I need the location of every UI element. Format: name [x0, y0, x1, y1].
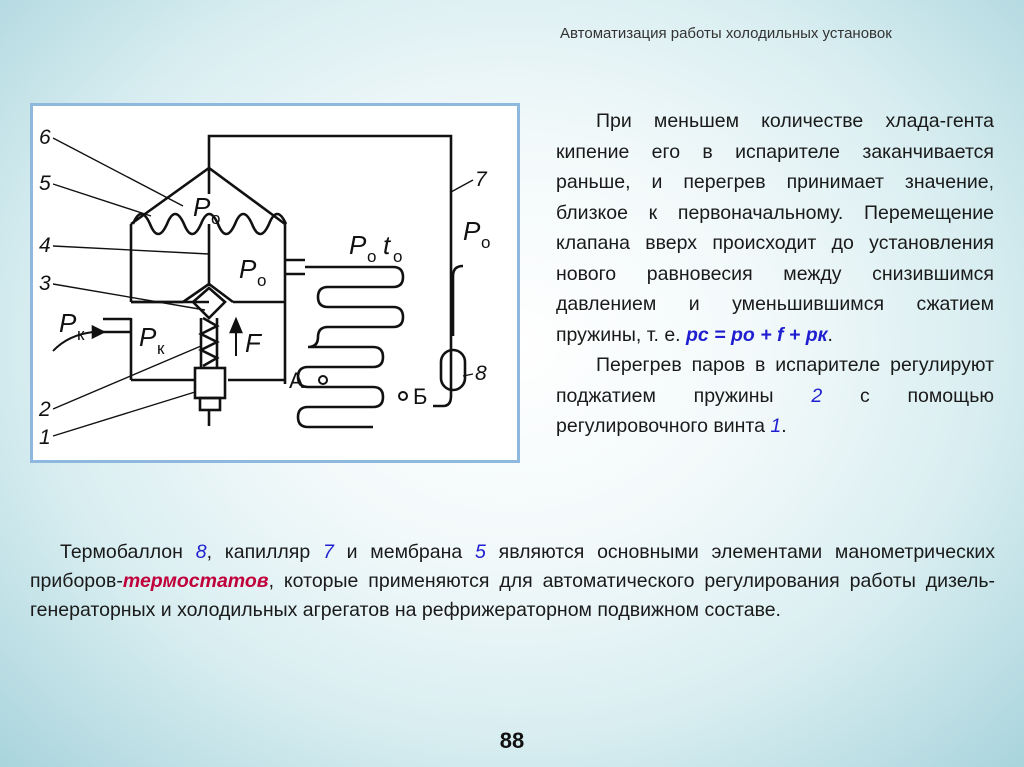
svg-text:o: o [211, 209, 221, 228]
callout-7: 7 [475, 168, 487, 191]
callout-6: 6 [39, 126, 51, 149]
callout-5: 5 [39, 172, 51, 195]
thermostat-valve-diagram [30, 103, 520, 463]
svg-text:o: o [393, 247, 403, 266]
thermo-bulb [441, 350, 465, 390]
evaporator-coil [298, 267, 403, 427]
label-pk-chamber: P [139, 322, 157, 352]
label-pk-inlet: P [59, 308, 77, 338]
callout-2: 2 [39, 398, 51, 421]
highlight-term: термостатов [122, 570, 269, 592]
label-evap-p: P [349, 230, 367, 260]
label-point-a: А [289, 368, 304, 393]
point-b-marker [399, 392, 407, 400]
page-number: 88 [499, 728, 525, 753]
callout-3: 3 [39, 272, 51, 295]
paragraph-1: При меньшем количестве хлада-гента кипение его в испарителе заканчивается раньше, и перегрев принимает значение, близкое к первоначальному. Перемещение клапана вверх происходит до установления нового равновесия между снизившимся давлением и уменьшившимся сжатием пружины, т. е. pc = po + f + pк. [556, 110, 994, 346]
svg-text:o: o [367, 247, 377, 266]
svg-text:к: к [77, 325, 85, 344]
spring [201, 318, 217, 366]
callout-1: 1 [39, 426, 51, 449]
callout-4: 4 [39, 234, 51, 257]
svg-text:o: o [257, 271, 267, 290]
callout-8: 8 [475, 362, 487, 385]
label-point-b: Б [413, 384, 428, 409]
equilibrium-formula: pc = po + f + pк [686, 323, 828, 346]
svg-text:к: к [157, 339, 165, 358]
bottom-paragraph: Термобаллон 8, капилляр 7 и мембрана 5 являются основными элементами манометрических приборов-термостатов, которые применяются для автоматического регулирования работы дизель-генераторных и холодильных агрегатов на рефрижераторном подвижном составе. [30, 541, 995, 621]
paragraph-2: Перегрев паров в испарителе регулируют поджатием пружины 2 с помощью регулировочного винта 1. [556, 354, 994, 437]
label-evap-t: t [383, 230, 391, 260]
label-force: F [245, 328, 261, 358]
svg-text:o: o [481, 233, 491, 252]
label-po-side: P [239, 254, 257, 284]
slide-header: Автоматизация работы холодильных установок [560, 25, 892, 42]
diagram-svg [33, 106, 517, 460]
point-a-marker [319, 376, 327, 384]
right-text-block [556, 106, 994, 442]
label-bulb-p: P [463, 216, 481, 246]
label-po-chamber: P [193, 192, 211, 222]
